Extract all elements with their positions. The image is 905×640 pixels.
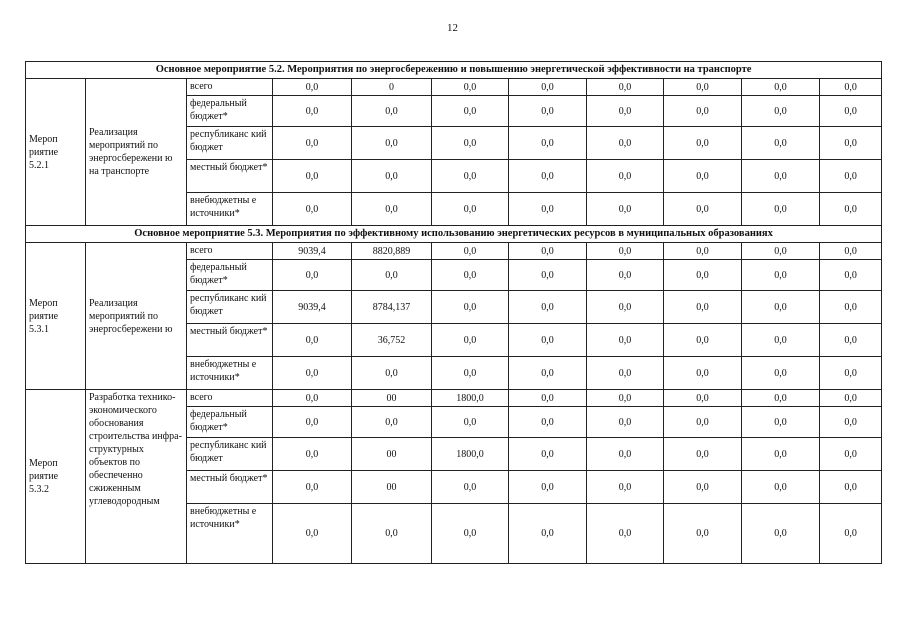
amount-cell: 0,0 [664, 438, 742, 471]
funding-source: республиканс кий бюджет [187, 438, 273, 471]
amount-cell: 1800,0 [432, 390, 509, 407]
budget-table [25, 61, 882, 564]
event-description: Реализация мероприятий по энергосбережени ю [86, 243, 187, 390]
amount-cell: 0,0 [587, 127, 664, 160]
amount-cell: 0,0 [352, 193, 432, 226]
amount-cell: 0,0 [273, 96, 352, 127]
amount-cell: 0 [352, 79, 432, 96]
amount-cell: 0,0 [352, 96, 432, 127]
amount-cell: 0,0 [742, 324, 820, 357]
amount-cell: 0,0 [742, 291, 820, 324]
amount-cell: 0,0 [352, 357, 432, 390]
amount-cell: 0,0 [664, 96, 742, 127]
event-description: Реализация мероприятий по энергосбережени ю на транспорте [86, 79, 187, 226]
amount-cell: 0,0 [664, 243, 742, 260]
amount-cell: 0,0 [820, 504, 882, 564]
amount-cell: 0,0 [820, 390, 882, 407]
amount-cell: 0,0 [509, 438, 587, 471]
amount-cell: 0,0 [587, 79, 664, 96]
amount-cell: 0,0 [742, 127, 820, 160]
amount-cell: 0,0 [273, 79, 352, 96]
amount-cell: 0,0 [432, 193, 509, 226]
funding-source: местный бюджет* [187, 324, 273, 357]
event-code: Мероп риятие 5.3.2 [26, 390, 86, 564]
amount-cell: 0,0 [742, 193, 820, 226]
section-header-row [26, 62, 882, 79]
amount-cell: 0,0 [587, 438, 664, 471]
amount-cell: 0,0 [432, 127, 509, 160]
amount-cell: 0,0 [273, 260, 352, 291]
amount-cell: 0,0 [664, 127, 742, 160]
amount-cell: 0,0 [820, 243, 882, 260]
amount-cell: 0,0 [587, 96, 664, 127]
amount-cell: 0,0 [509, 390, 587, 407]
amount-cell: 0,0 [273, 193, 352, 226]
amount-cell: 0,0 [742, 160, 820, 193]
amount-cell: 0,0 [742, 504, 820, 564]
funding-source: внебюджетны е источники* [187, 193, 273, 226]
amount-cell: 0,0 [432, 324, 509, 357]
funding-source: всего [187, 79, 273, 96]
amount-cell: 0,0 [820, 471, 882, 504]
amount-cell: 0,0 [742, 260, 820, 291]
funding-source: всего [187, 243, 273, 260]
table-row [26, 79, 882, 96]
amount-cell: 0,0 [742, 390, 820, 407]
amount-cell: 00 [352, 471, 432, 504]
amount-cell: 8784,137 [352, 291, 432, 324]
amount-cell: 0,0 [820, 407, 882, 438]
amount-cell: 0,0 [820, 193, 882, 226]
amount-cell: 9039,4 [273, 291, 352, 324]
amount-cell: 0,0 [432, 79, 509, 96]
amount-cell: 0,0 [587, 504, 664, 564]
amount-cell: 0,0 [742, 96, 820, 127]
amount-cell: 00 [352, 438, 432, 471]
event-code: Мероп риятие 5.2.1 [26, 79, 86, 226]
amount-cell: 0,0 [587, 160, 664, 193]
funding-source: федеральный бюджет* [187, 260, 273, 291]
amount-cell: 0,0 [509, 96, 587, 127]
amount-cell: 0,0 [509, 471, 587, 504]
amount-cell: 0,0 [587, 243, 664, 260]
amount-cell: 0,0 [820, 291, 882, 324]
amount-cell: 0,0 [509, 193, 587, 226]
amount-cell: 0,0 [742, 79, 820, 96]
amount-cell: 0,0 [273, 390, 352, 407]
amount-cell: 0,0 [587, 357, 664, 390]
amount-cell: 0,0 [352, 407, 432, 438]
amount-cell: 0,0 [820, 260, 882, 291]
amount-cell: 0,0 [509, 407, 587, 438]
amount-cell: 0,0 [509, 160, 587, 193]
amount-cell: 0,0 [820, 127, 882, 160]
amount-cell: 0,0 [509, 324, 587, 357]
amount-cell: 0,0 [273, 504, 352, 564]
amount-cell: 0,0 [742, 407, 820, 438]
amount-cell: 0,0 [352, 127, 432, 160]
amount-cell: 0,0 [820, 438, 882, 471]
amount-cell: 0,0 [664, 357, 742, 390]
amount-cell: 0,0 [432, 96, 509, 127]
amount-cell: 0,0 [509, 79, 587, 96]
event-description: Разработка технико-экономического обоснования строительства инфра-структурных объектов по обеспеченно сжиженным углеводородным [86, 390, 187, 564]
amount-cell: 0,0 [352, 160, 432, 193]
funding-source: внебюджетны е источники* [187, 504, 273, 564]
amount-cell: 0,0 [587, 390, 664, 407]
amount-cell: 0,0 [664, 291, 742, 324]
amount-cell: 0,0 [509, 504, 587, 564]
amount-cell: 0,0 [432, 291, 509, 324]
amount-cell: 0,0 [432, 160, 509, 193]
amount-cell: 0,0 [820, 357, 882, 390]
amount-cell: 0,0 [273, 407, 352, 438]
amount-cell: 1800,0 [432, 438, 509, 471]
amount-cell: 0,0 [664, 407, 742, 438]
amount-cell: 0,0 [352, 260, 432, 291]
section-title: Основное мероприятие 5.2. Мероприятия по энергосбережению и повышению энергетической эффективности на транспорте [26, 62, 882, 79]
amount-cell: 0,0 [509, 260, 587, 291]
amount-cell: 0,0 [664, 193, 742, 226]
amount-cell: 0,0 [664, 390, 742, 407]
amount-cell: 0,0 [509, 127, 587, 160]
amount-cell: 0,0 [587, 291, 664, 324]
amount-cell: 0,0 [820, 79, 882, 96]
amount-cell: 0,0 [587, 324, 664, 357]
amount-cell: 0,0 [432, 357, 509, 390]
page-number: 12 [447, 22, 458, 34]
amount-cell: 36,752 [352, 324, 432, 357]
amount-cell: 0,0 [509, 243, 587, 260]
amount-cell: 0,0 [273, 357, 352, 390]
amount-cell: 0,0 [664, 324, 742, 357]
amount-cell: 0,0 [664, 260, 742, 291]
amount-cell: 0,0 [509, 291, 587, 324]
amount-cell: 0,0 [273, 160, 352, 193]
amount-cell: 0,0 [273, 127, 352, 160]
amount-cell: 0,0 [664, 504, 742, 564]
amount-cell: 0,0 [432, 407, 509, 438]
amount-cell: 0,0 [587, 193, 664, 226]
amount-cell: 0,0 [664, 471, 742, 504]
amount-cell: 0,0 [432, 243, 509, 260]
funding-source: местный бюджет* [187, 471, 273, 504]
amount-cell: 0,0 [273, 438, 352, 471]
amount-cell: 0,0 [742, 357, 820, 390]
funding-source: местный бюджет* [187, 160, 273, 193]
amount-cell: 0,0 [587, 260, 664, 291]
funding-source: республиканс кий бюджет [187, 291, 273, 324]
amount-cell: 0,0 [820, 96, 882, 127]
table-row [26, 390, 882, 407]
funding-source: республиканс кий бюджет [187, 127, 273, 160]
amount-cell: 0,0 [664, 160, 742, 193]
section-header-row [26, 226, 882, 243]
funding-source: федеральный бюджет* [187, 96, 273, 127]
amount-cell: 0,0 [820, 324, 882, 357]
amount-cell: 0,0 [432, 260, 509, 291]
amount-cell: 0,0 [664, 79, 742, 96]
amount-cell: 0,0 [742, 243, 820, 260]
amount-cell: 0,0 [432, 504, 509, 564]
amount-cell: 0,0 [432, 471, 509, 504]
funding-source: федеральный бюджет* [187, 407, 273, 438]
amount-cell: 00 [352, 390, 432, 407]
funding-source: внебюджетны е источники* [187, 357, 273, 390]
section-title: Основное мероприятие 5.3. Мероприятия по эффективному использованию энергетических ресурсов в муниципальных образованиях [26, 226, 882, 243]
event-code: Мероп риятие 5.3.1 [26, 243, 86, 390]
amount-cell: 0,0 [587, 407, 664, 438]
amount-cell: 0,0 [587, 471, 664, 504]
table-body [26, 62, 882, 564]
amount-cell: 8820,889 [352, 243, 432, 260]
amount-cell: 0,0 [742, 471, 820, 504]
amount-cell: 0,0 [509, 357, 587, 390]
amount-cell: 9039,4 [273, 243, 352, 260]
amount-cell: 0,0 [273, 471, 352, 504]
amount-cell: 0,0 [273, 324, 352, 357]
amount-cell: 0,0 [742, 438, 820, 471]
amount-cell: 0,0 [820, 160, 882, 193]
amount-cell: 0,0 [352, 504, 432, 564]
table-row [26, 243, 882, 260]
funding-source: всего [187, 390, 273, 407]
